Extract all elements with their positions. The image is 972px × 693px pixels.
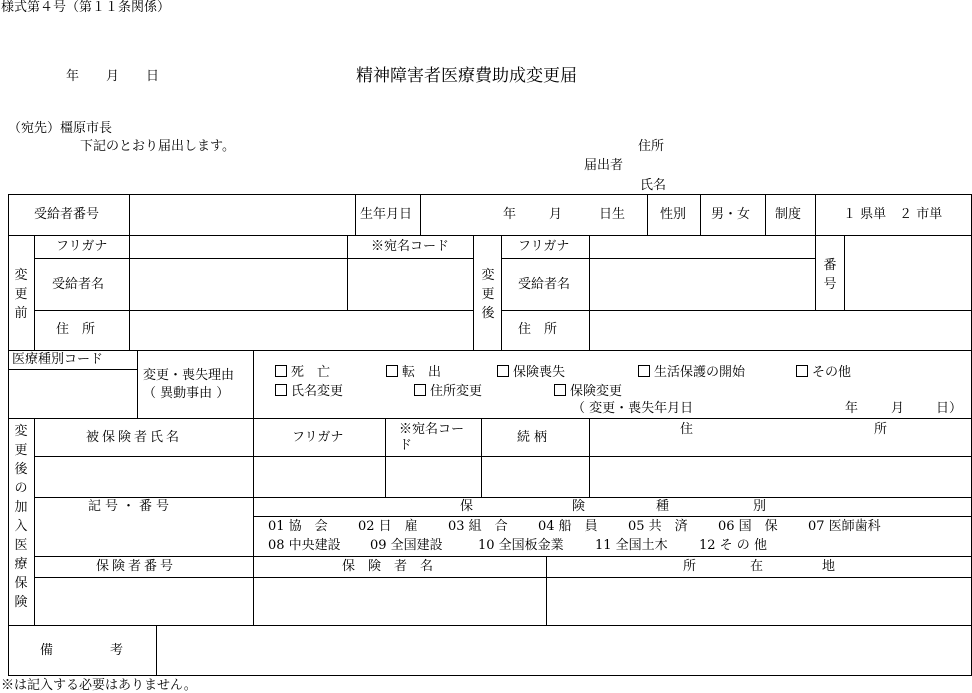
- checkbox-icon: [638, 365, 650, 377]
- form-number: 様式第４号（第１１条関係）: [1, 0, 171, 15]
- insurance-code-label: ※宛名コード: [399, 422, 465, 453]
- date-year-label: 年: [66, 69, 80, 84]
- insurance-type-item: 04 船 員: [538, 519, 598, 534]
- before-address-label: 住 所: [56, 322, 96, 337]
- applicant-label: 届出者: [584, 158, 624, 173]
- applicant-address-label: 住所: [638, 139, 665, 154]
- insurance-type-label-3: 種: [656, 499, 670, 514]
- date-day-label: 日: [146, 69, 160, 84]
- insurer-number-label: 保険者番号: [96, 559, 177, 574]
- insurance-type-item: 11 全国土木: [595, 538, 668, 553]
- option-name-change[interactable]: 氏名変更: [275, 384, 343, 398]
- location-label-3: 地: [822, 559, 836, 574]
- relation-label: 続柄: [517, 430, 552, 445]
- insurance-furigana-label: フリガナ: [292, 430, 344, 445]
- insurance-type-item: 08 中央建設: [268, 538, 341, 553]
- location-label-2: 在: [750, 559, 764, 574]
- option-welfare-start[interactable]: 生活保護の開始: [638, 365, 745, 379]
- form-title: 精神障害者医療費助成変更届: [356, 66, 577, 86]
- insured-name-label: 被保険者氏名: [86, 430, 183, 445]
- change-date-month: 月: [891, 401, 905, 416]
- sex-label: 性別: [660, 207, 687, 222]
- medical-type-code-label: 医療種別コード: [12, 352, 104, 367]
- insurance-type-item: 03 組 合: [448, 519, 508, 534]
- checkbox-icon: [554, 384, 566, 396]
- birth-year-label: 年: [503, 207, 517, 222]
- before-code-label: ※宛名コード: [371, 239, 450, 254]
- symbol-number-label: 記号・番号: [88, 499, 174, 514]
- insured-address-label-2: 所: [874, 422, 888, 437]
- birth-month-label: 月: [549, 207, 563, 222]
- checkbox-icon: [386, 365, 398, 377]
- insurance-type-item: 06 国 保: [718, 519, 778, 534]
- insurance-type-item: 01 協 会: [268, 519, 328, 534]
- option-other[interactable]: その他: [796, 365, 851, 379]
- after-furigana-label: フリガナ: [518, 239, 570, 254]
- option-address-change[interactable]: 住所変更: [414, 384, 482, 398]
- change-date-day: 日）: [936, 401, 963, 416]
- option-insurance-change[interactable]: 保険変更: [554, 384, 622, 398]
- option-move-out[interactable]: 転 出: [386, 365, 441, 379]
- insurance-type-item: 07 医師歯科: [808, 519, 881, 534]
- change-date-label: （ 変更・喪失年月日: [572, 401, 694, 416]
- before-furigana-label: フリガナ: [56, 239, 108, 254]
- footer-note: ※は記入する必要はありません。: [1, 678, 197, 693]
- insurance-type-item: 09 全国建設: [370, 538, 443, 553]
- insurance-type-label-1: 保: [460, 499, 474, 514]
- applicant-name-label: 氏名: [640, 178, 667, 193]
- location-label-1: 所: [683, 559, 697, 574]
- system-label: 制度: [775, 207, 802, 222]
- option-death[interactable]: 死 亡: [275, 365, 330, 379]
- insurance-side-label: 変更後の加入医療保険: [14, 424, 28, 610]
- after-number-label: 番号: [823, 258, 837, 292]
- recipient-number-label: 受給者番号: [34, 207, 100, 222]
- checkbox-icon: [796, 365, 808, 377]
- checkbox-icon: [414, 384, 426, 396]
- before-recipient-name-label: 受給者名: [52, 277, 105, 292]
- system-options: １ 県単 ２ 市単: [843, 207, 943, 222]
- insurance-type-item: 10 全国板金業: [478, 538, 564, 553]
- insurance-type-item: 12 そ の 他: [699, 538, 767, 553]
- remarks-label-2: 考: [110, 643, 124, 658]
- sex-options: 男・女: [711, 207, 751, 222]
- insurer-name-label: 保 険 者 名: [342, 559, 434, 574]
- checkbox-icon: [275, 365, 287, 377]
- insured-address-label-1: 住: [680, 422, 694, 437]
- after-address-label: 住 所: [518, 322, 558, 337]
- reason-label: 変更・喪失理由: [143, 368, 235, 383]
- date-month-label: 月: [106, 69, 120, 84]
- after-recipient-name-label: 受給者名: [518, 277, 571, 292]
- insurance-type-label-2: 険: [572, 499, 586, 514]
- statement: 下記のとおり届出します。: [80, 139, 235, 154]
- addressee: （宛先）橿原市長: [8, 121, 113, 136]
- birth-day-label: 日生: [599, 207, 626, 222]
- remarks-label-1: 備: [40, 643, 54, 658]
- insurance-type-item: 02 日 雇: [358, 519, 418, 534]
- checkbox-icon: [497, 365, 509, 377]
- change-date-year: 年: [845, 401, 859, 416]
- birthdate-label: 生年月日: [360, 207, 413, 222]
- before-side-label: 変更前: [14, 268, 28, 321]
- insurance-type-label-4: 別: [753, 499, 767, 514]
- option-insurance-loss[interactable]: 保険喪失: [497, 365, 565, 379]
- after-side-label: 変更後: [481, 268, 495, 321]
- checkbox-icon: [275, 384, 287, 396]
- reason-sublabel: （ 異動事由 ）: [143, 386, 230, 401]
- insurance-type-item: 05 共 済: [628, 519, 688, 534]
